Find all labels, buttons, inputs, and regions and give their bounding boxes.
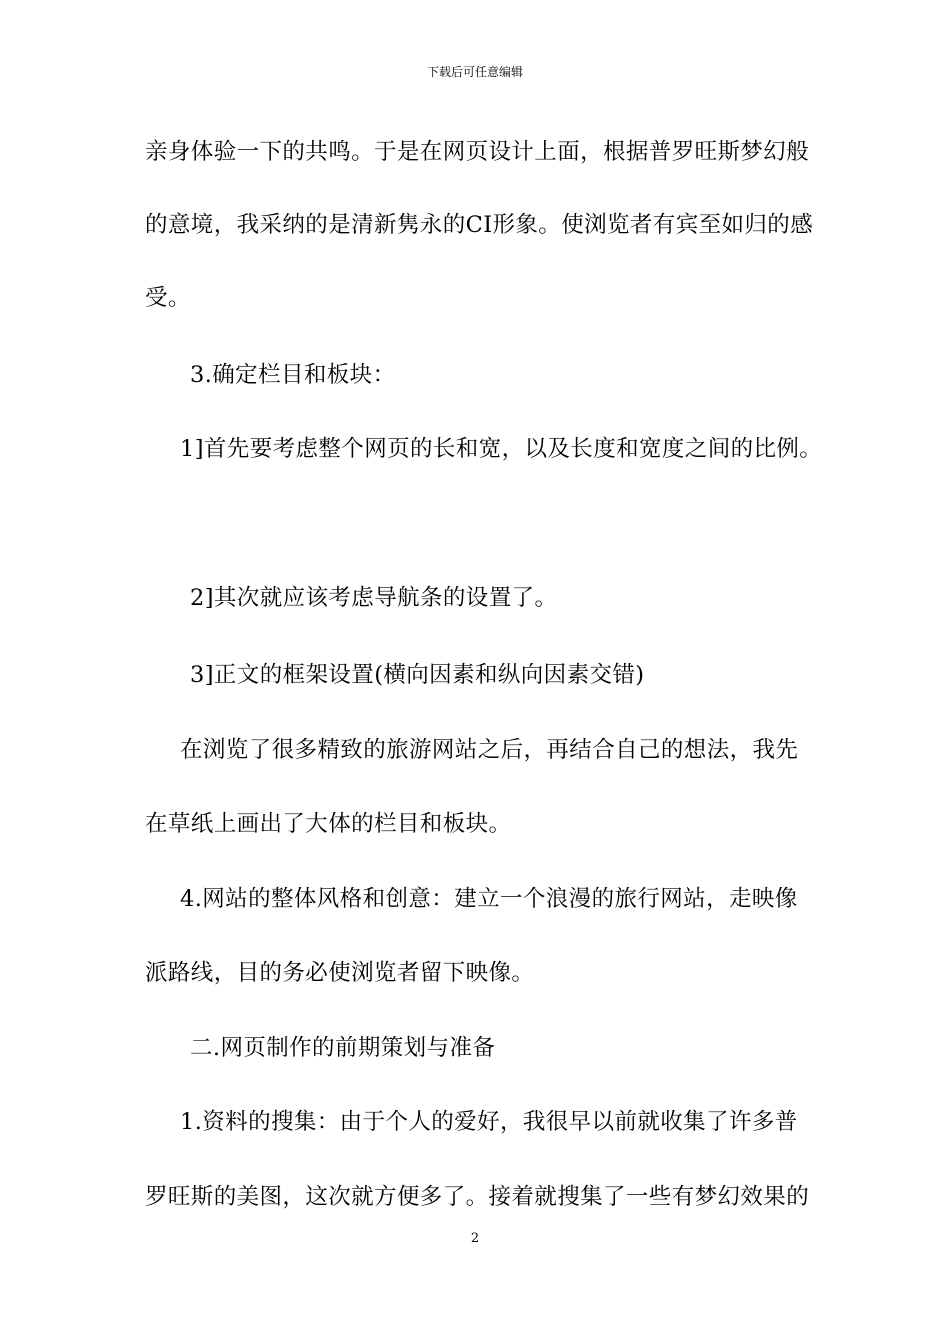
body-line-3: 受。 [145,285,191,311]
page-number: 2 [470,1231,480,1246]
list-item-2: 2]其次就应该考虑导航条的设置了。 [190,585,558,611]
body-line-2: 的意境，我采纳的是清新隽永的CI形象。使浏览者有宾至如归的感 [145,212,814,238]
body-line-6: 派路线，目的务必使浏览者留下映像。 [145,960,535,986]
chapter-heading-2: 二.网页制作的前期策划与准备 [190,1035,496,1061]
list-item-3: 3]正文的框架设置(横向因素和纵向因素交错) [190,662,645,688]
page-header: 下载后可任意编辑 [426,65,523,79]
body-line-4: 在浏览了很多精致的旅游网站之后，再结合自己的想法，我先 [180,737,799,763]
body-line-7: 罗旺斯的美图，这次就方便多了。接着就搜集了一些有梦幻效果的 [145,1184,810,1210]
list-item-1: 1]首先要考虑整个网页的长和宽，以及长度和宽度之间的比例。 [180,436,823,462]
section-heading-1: 1.资料的搜集：由于个人的爱好，我很早以前就收集了许多普 [180,1109,798,1135]
section-heading-3: 3.确定栏目和板块： [190,362,396,388]
body-line-5: 在草纸上画出了大体的栏目和板块。 [145,811,512,837]
body-line-1: 亲身体验一下的共鸣。于是在网页设计上面，根据普罗旺斯梦幻般 [145,139,810,165]
section-heading-4: 4.网站的整体风格和创意：建立一个浪漫的旅行网站，走映像 [180,886,798,912]
